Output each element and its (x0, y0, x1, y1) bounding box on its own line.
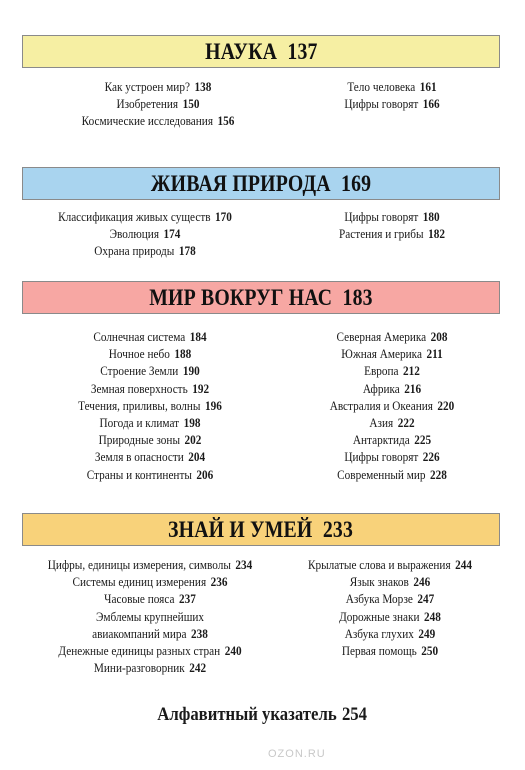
toc-entry[interactable] (105, 79, 212, 95)
toc-entry-label: Космические исследования (81, 114, 214, 129)
toc-entry[interactable] (363, 381, 421, 397)
toc-entry-page: 204 (188, 450, 206, 465)
toc-entry-page: 247 (417, 592, 435, 607)
toc-entry-label: Крылатые слова и выражения (307, 558, 451, 572)
toc-entry[interactable] (95, 449, 205, 465)
toc-entry-label: Как устроен мир? (104, 80, 190, 94)
toc-entry[interactable] (350, 574, 430, 590)
toc-entry-page: 211 (426, 347, 443, 362)
section-banner-znay-i-umey[interactable] (22, 513, 500, 546)
toc-entry-page: 220 (437, 398, 455, 413)
toc-entry-label: Растения и грибы (339, 227, 424, 242)
toc-entry-page: 236 (210, 575, 228, 590)
toc-entry-label: Южная Америка (341, 347, 422, 362)
toc-entry-page: 198 (183, 416, 201, 430)
toc-entry-page: 184 (189, 330, 207, 344)
toc-entry-page: 161 (419, 80, 437, 94)
section-title (149, 285, 373, 311)
toc-entry-page: 237 (178, 592, 196, 607)
toc-entry-label: Эволюция (109, 227, 159, 242)
toc-entry-label: Азбука Морзе (345, 592, 413, 607)
toc-entry-label: Современный мир (337, 467, 426, 482)
toc-entry-page: 216 (404, 381, 422, 396)
toc-entry-label: Антарктида (352, 433, 410, 448)
toc-entry[interactable] (58, 209, 232, 225)
toc-entry-page: 174 (163, 227, 181, 242)
toc-entry-page: 180 (422, 210, 440, 224)
toc-entry-label: Природные зоны (98, 433, 181, 448)
toc-entry[interactable] (345, 626, 436, 642)
toc-entry-label: Цифры говорят (344, 450, 419, 465)
toc-entry-label: Классификация живых существ (58, 210, 211, 224)
index-page-number: 254 (342, 704, 368, 725)
toc-entry[interactable] (336, 329, 447, 345)
toc-entry-page: 190 (182, 364, 200, 379)
toc-entry-label: Мини-разговорник (93, 661, 185, 676)
section-title-text: ЗНАЙ И УМЕЙ (168, 516, 313, 542)
toc-entry-label: Системы единиц измерения (72, 575, 207, 590)
toc-entry[interactable] (344, 209, 439, 225)
toc-entry-page: 192 (192, 381, 210, 396)
watermark: OZON.RU (268, 748, 326, 760)
toc-entry-label: Северная Америка (336, 330, 427, 344)
index-label: Алфавитный указатель (157, 704, 337, 725)
toc-entry[interactable] (104, 591, 196, 607)
toc-entry[interactable] (110, 226, 181, 242)
toc-entry[interactable] (94, 243, 195, 259)
toc-entry-page: 228 (429, 467, 447, 482)
toc-entry[interactable] (364, 363, 420, 379)
toc-entry-label: Африка (362, 381, 400, 396)
alphabetical-index-entry[interactable] (0, 704, 525, 726)
section-page-number: 233 (323, 516, 354, 542)
toc-entry-page: 238 (191, 626, 208, 641)
toc-entry[interactable] (94, 660, 206, 676)
toc-entry-page: 250 (421, 644, 439, 658)
toc-entry-page: 202 (184, 433, 202, 448)
toc-entry-page: 166 (422, 97, 440, 112)
toc-entry-label: Язык знаков (349, 575, 409, 590)
toc-entry-page: 248 (424, 609, 441, 624)
toc-entry-label: авиакомпаний мира (92, 626, 187, 641)
toc-entry-page: 138 (194, 80, 212, 94)
toc-entry-label: Австралия и Океания (329, 398, 433, 413)
toc-entry-page: 225 (414, 433, 432, 448)
toc-entry[interactable] (341, 346, 442, 362)
toc-entry-label: Строение Земли (100, 364, 179, 379)
toc-entry-page: 249 (418, 626, 436, 641)
section-title (151, 171, 371, 197)
toc-entry-label: Азбука глухих (344, 626, 414, 641)
toc-entry-label: Погода и климат (99, 416, 180, 430)
toc-entry-label: Европа (364, 364, 399, 379)
toc-entry-label: Азия (369, 416, 394, 430)
toc-entry-page: 170 (215, 210, 232, 224)
toc-entry[interactable] (72, 574, 227, 590)
section-banner-nauka[interactable] (22, 35, 500, 68)
toc-entry[interactable] (117, 96, 200, 112)
section-page-number: 169 (340, 170, 372, 196)
toc-entry[interactable] (78, 398, 222, 414)
toc-entry-page: 182 (428, 227, 445, 242)
toc-entry[interactable] (337, 467, 447, 483)
toc-entry-label: Цифры, единицы измерения, символы (47, 558, 231, 572)
toc-entry[interactable] (339, 226, 445, 242)
toc-entry[interactable] (346, 591, 435, 607)
toc-entry-page: 246 (413, 575, 431, 590)
toc-entry[interactable] (87, 467, 214, 483)
toc-entry[interactable] (308, 557, 472, 573)
toc-entry-label: Земная поверхность (90, 381, 188, 396)
toc-entry[interactable] (353, 432, 431, 448)
toc-entry-page: 226 (422, 450, 440, 465)
toc-entry[interactable] (369, 415, 414, 431)
toc-entry-label: Денежные единицы разных стран (58, 644, 221, 658)
toc-entry[interactable] (92, 626, 208, 642)
toc-entry-label: Первая помощь (341, 644, 417, 658)
section-banner-zhivaya-priroda[interactable] (22, 167, 500, 200)
toc-entry[interactable] (82, 113, 235, 129)
toc-entry[interactable] (58, 643, 241, 659)
toc-entry-label: Цифры говорят (344, 210, 419, 224)
toc-entry[interactable] (344, 96, 439, 112)
toc-entry[interactable] (99, 432, 202, 448)
toc-entry-label: Эмблемы крупнейших (95, 609, 205, 624)
section-banner-mir-vokrug-nas[interactable] (22, 281, 500, 314)
toc-entry-label: Страны и континенты (86, 467, 192, 482)
toc-entry-page: 150 (182, 97, 200, 112)
toc-entry-page: 188 (174, 347, 192, 362)
toc-entry-label: Течения, приливы, волны (78, 398, 201, 413)
toc-entry-page: 212 (403, 364, 420, 379)
toc-entry-page: 240 (224, 644, 242, 658)
toc-entry-label: Земля в опасности (94, 450, 184, 465)
section-title (169, 517, 354, 543)
toc-entry-page: 196 (204, 398, 222, 413)
toc-entry-page: 242 (189, 661, 207, 676)
section-title-text: МИР ВОКРУГ НАС (149, 284, 333, 310)
toc-entry-page: 206 (196, 467, 214, 482)
toc-entry-page: 156 (217, 114, 235, 129)
toc-entry-label: Изобретения (116, 97, 179, 112)
section-page-number: 137 (287, 38, 318, 64)
toc-entry[interactable] (342, 643, 438, 659)
toc-entry-label: Охрана природы (94, 244, 175, 259)
toc-entry[interactable] (109, 346, 191, 362)
toc-entry-label: Дорожные знаки (339, 609, 420, 624)
toc-entry-page: 208 (430, 330, 448, 344)
toc-entry-label: Солнечная система (93, 330, 186, 344)
toc-entry-label: Часовые пояса (104, 592, 175, 607)
section-title-text: ЖИВАЯ ПРИРОДА (150, 170, 331, 196)
section-title (205, 39, 317, 65)
toc-entry-label: Тело человека (347, 80, 416, 94)
toc-entry-label: Ночное небо (108, 347, 170, 362)
toc-entry[interactable] (96, 609, 204, 625)
section-title-text: НАУКА (204, 38, 277, 64)
toc-entry[interactable] (344, 449, 439, 465)
toc-entry[interactable] (100, 363, 199, 379)
toc-entry[interactable] (339, 609, 441, 625)
toc-entry-label: Цифры говорят (344, 97, 419, 112)
toc-entry[interactable] (330, 398, 455, 414)
toc-entry[interactable] (100, 415, 201, 431)
toc-entry-page: 244 (455, 558, 473, 572)
section-page-number: 183 (342, 284, 373, 310)
toc-entry-page: 234 (235, 558, 253, 572)
toc-entry[interactable] (48, 557, 253, 573)
toc-entry-page: 222 (397, 416, 415, 430)
toc-entry-page: 178 (178, 244, 196, 259)
toc-entry[interactable] (347, 79, 436, 95)
toc-entry[interactable] (91, 381, 209, 397)
toc-entry[interactable] (93, 329, 206, 345)
